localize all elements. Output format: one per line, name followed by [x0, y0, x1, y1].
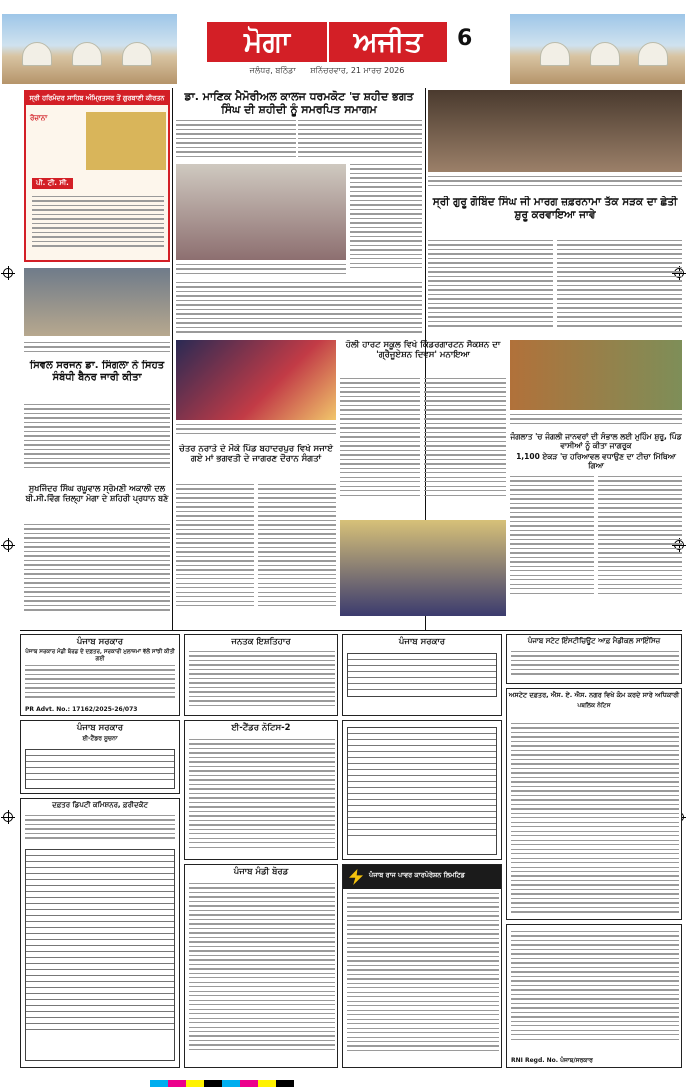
edition: ਜਲੰਧਰ, ਬਠਿੰਡਾ — [249, 66, 296, 75]
bolt-icon — [349, 869, 363, 885]
bahadurpur-headline: ਚੇਤਰ ਨਰਾਤੇ ਦੇ ਮੌਕੇ ਪਿੰਡ ਬਹਾਦਰਪੁਰ ਵਿਖੇ ਸਜਾਏ ਗਏ ਮਾਂ ਭਗਵਤੀ ਦੇ ਜਾਗਰਣ ਦੌਰਾਨ ਸੰਗਤਾਂ — [179, 444, 333, 465]
ad-dc-office — [20, 798, 180, 1068]
print-color-bar — [150, 1080, 294, 1087]
kirtan-box — [24, 90, 170, 262]
bahadurpur-story — [176, 444, 336, 480]
jagran-photo — [176, 340, 336, 420]
guru-marg-photo — [428, 90, 682, 172]
lead-headline: ਡਾ. ਮਾਣਿਕ ਮੈਮੋਰੀਅਲ ਕਾਲਜ ਧਰਮਕੋਟ 'ਚ ਸ਼ਹੀਦ ਭਗਤ ਸਿੰਘ ਦੀ ਸ਼ਹੀਦੀ ਨੂੰ ਸਮਰਪਿਤ ਸਮਾਗਮ — [184, 90, 414, 117]
wildlife-photo — [510, 340, 682, 410]
registration-mark-icon — [3, 540, 13, 550]
holi-heart-story — [340, 340, 506, 374]
wildlife-story — [510, 432, 682, 472]
date: ਸ਼ਨਿੱਚਰਵਾਰ, 21 ਮਾਰਚ 2026 — [310, 66, 405, 75]
masthead-title-ajit: ਅਜੀਤ — [329, 22, 447, 62]
registration-mark-icon — [3, 268, 13, 278]
ad-etender-1-title: ਪੰਜਾਬ ਸਰਕਾਰ — [76, 723, 124, 733]
sukhjinder-story — [24, 484, 170, 520]
lead-story — [176, 90, 422, 280]
ad-bottom-right — [506, 924, 682, 1068]
wildlife-headline: ਜੰਗਲਾਤ 'ਚ ਜੰਗਲੀ ਜਾਨਵਰਾਂ ਦੀ ਸੰਭਾਲ ਲਈ ਮੁਹਿੰਮ ਸ਼ੁਰੂ, ਪਿੰਡ ਵਾਸੀਆਂ ਨੂੰ ਕੀਤਾ ਜਾਗਰੂਕ — [510, 432, 682, 450]
print-slug — [6, 1, 681, 9]
ad-pspcl — [342, 864, 502, 1068]
college-event-photo — [176, 164, 346, 260]
ad-pspcl-title: ਪੰਜਾਬ ਰਾਜ ਪਾਵਰ ਕਾਰਪੋਰੇਸ਼ਨ ਲਿਮਟਿਡ — [369, 871, 465, 879]
ad-punjab-sarkar-right-title: ਪੰਜਾਬ ਸਰਕਾਰ — [398, 637, 446, 647]
civil-surgeon-headline: ਸਿਵਲ ਸਰਜਨ ਡਾ. ਸਿੰਗਲਾ ਨੇ ਸਿਹਤ ਸੰਬੰਧੀ ਬੈਨਰ ਜਾਰੀ ਕੀਤਾ — [29, 360, 165, 383]
ad-punjab-sarkar-1-foot: PR Advt. No.: 17162/2025-26/073 — [25, 706, 138, 713]
ad-lawyer-title: ਅਸਟੇਟ ਦਫ਼ਤਰ, ਐਸ. ਏ. ਐਸ. ਨਗਰ ਵਿਖੇ ਕੰਮ ਕਰਦੇ ਸਾਰੇ ਅਧਿਕਾਰੀ — [508, 691, 680, 699]
ad-etender-1 — [20, 720, 180, 794]
golden-temple-photo — [86, 112, 166, 170]
registration-mark-icon — [3, 812, 13, 822]
ad-public-notice — [184, 634, 338, 716]
ad-lawyer-notice-label: ਪਬਲਿਕ ਨੋਟਿਸ — [577, 702, 611, 709]
temple-photo-left — [2, 14, 177, 84]
ad-lawyer-notice — [506, 688, 682, 920]
ad-institute-title: ਪੰਜਾਬ ਸਟੇਟ ਇੰਸਟੀਚਿਊਟ ਆਫ਼ ਮੈਡੀਕਲ ਸਾਇੰਸਿਜ਼ — [527, 637, 661, 645]
ad-table-right — [342, 720, 502, 860]
temple-photo-right — [510, 14, 685, 84]
wildlife-subhead: 1,100 ਏਕੜ 'ਚ ਹਰਿਆਵਲ ਵਧਾਉਣ ਦਾ ਟੀਚਾ ਮਿੱਥਿਆ ਗਿਆ — [516, 452, 676, 470]
sukhjinder-headline: ਸੁਖਜਿੰਦਰ ਸਿੰਘ ਰਘੂਵਾਲ ਸ੍ਰੋਮਣੀ ਅਕਾਲੀ ਦਲ ਬੀ.ਸੀ.ਵਿੰਗ ਜ਼ਿਲ੍ਹਾ ਮੋਗਾ ਦੇ ਸ਼ਹਿਰੀ ਪ੍ਰਧਾਨ ਬਣੇ — [25, 484, 169, 503]
ad-punjab-sarkar-1 — [20, 634, 180, 716]
kirtan-badge: ਰੋਜ਼ਾਨਾ — [30, 114, 48, 122]
civil-surgeon-story — [24, 360, 170, 400]
masthead-title-moga: ਮੋਗਾ — [207, 22, 327, 62]
ad-institute — [506, 634, 682, 684]
guru-marg-headline: ਸ੍ਰੀ ਗੁਰੂ ਗੋਬਿੰਦ ਸਿੰਘ ਜੀ ਮਾਰਗ ਜ਼ਫ਼ਰਨਾਮਾ ਤੱਕ ਸੜਕ ਦਾ ਛੇਤੀ ਸ਼ੁਰੂ ਕਰਵਾਇਆ ਜਾਵੇ — [432, 196, 678, 221]
ad-etender-2-title: ਈ-ਟੈਂਡਰ ਨੋਟਿਸ-2 — [231, 723, 291, 733]
kirtan-ptc: ਪੀ. ਟੀ. ਸੀ. — [32, 178, 73, 189]
kirtan-box-title: ਸ੍ਰੀ ਹਰਿਮੰਦਰ ਸਾਹਿਬ ਅੰਮ੍ਰਿਤਸਰ ਤੋਂ ਗੁਰਬਾਣੀ ਕੀਰਤਨ — [26, 92, 168, 105]
guru-marg-story — [428, 196, 682, 236]
dateline — [207, 66, 447, 76]
group-photo-left — [24, 268, 170, 336]
holi-heart-headline: ਹੋਲੀ ਹਾਰਟ ਸਕੂਲ ਵਿਖੇ ਕਿੰਡਰਗਾਰਟਨ ਸੈਕਸ਼ਨ ਦਾ 'ਗ੍ਰੈਜੂਏਸ਼ਨ ਦਿਵਸ' ਮਨਾਇਆ — [345, 340, 501, 361]
ad-public-notice-title: ਜਨਤਕ ਇਸ਼ਤਿਹਾਰ — [231, 637, 291, 647]
ad-punjab-sarkar-right — [342, 634, 502, 716]
ad-etender-2 — [184, 720, 338, 860]
ad-mandi-board-title: ਪੰਜਾਬ ਮੰਡੀ ਬੋਰਡ — [233, 867, 289, 877]
page-number: 6 — [457, 26, 473, 51]
ad-punjab-sarkar-1-title: ਪੰਜਾਬ ਸਰਕਾਰ — [76, 637, 124, 647]
ad-punjab-sarkar-1-sub: ਪੰਜਾਬ ਸਰਕਾਰ ਮੰਡੀ ਬੋਰਡ ਦੇ ਦਫ਼ਤਰ, ਸਰਕਾਰੀ ਮੁਲਾਜ਼ਮਾਂ ਵੱਲੋਂ ਸਾਂਝੀ ਕੀਤੀ ਗਈ — [25, 649, 175, 662]
ad-mandi-board — [184, 864, 338, 1068]
ad-dc-office-title: ਦਫ਼ਤਰ ਡਿਪਟੀ ਕਮਿਸ਼ਨਰ, ਫ਼ਰੀਦਕੋਟ — [52, 801, 148, 809]
ad-etender-1-sub: ਈ-ਟੈਂਡਰ ਸੂਚਨਾ — [82, 735, 118, 742]
masthead — [2, 14, 685, 84]
ad-rni: RNI Regd. No. ਪੰਜਾਬ/ਸਰਕਾਰ — [511, 1057, 593, 1064]
graduation-photo — [340, 520, 506, 616]
